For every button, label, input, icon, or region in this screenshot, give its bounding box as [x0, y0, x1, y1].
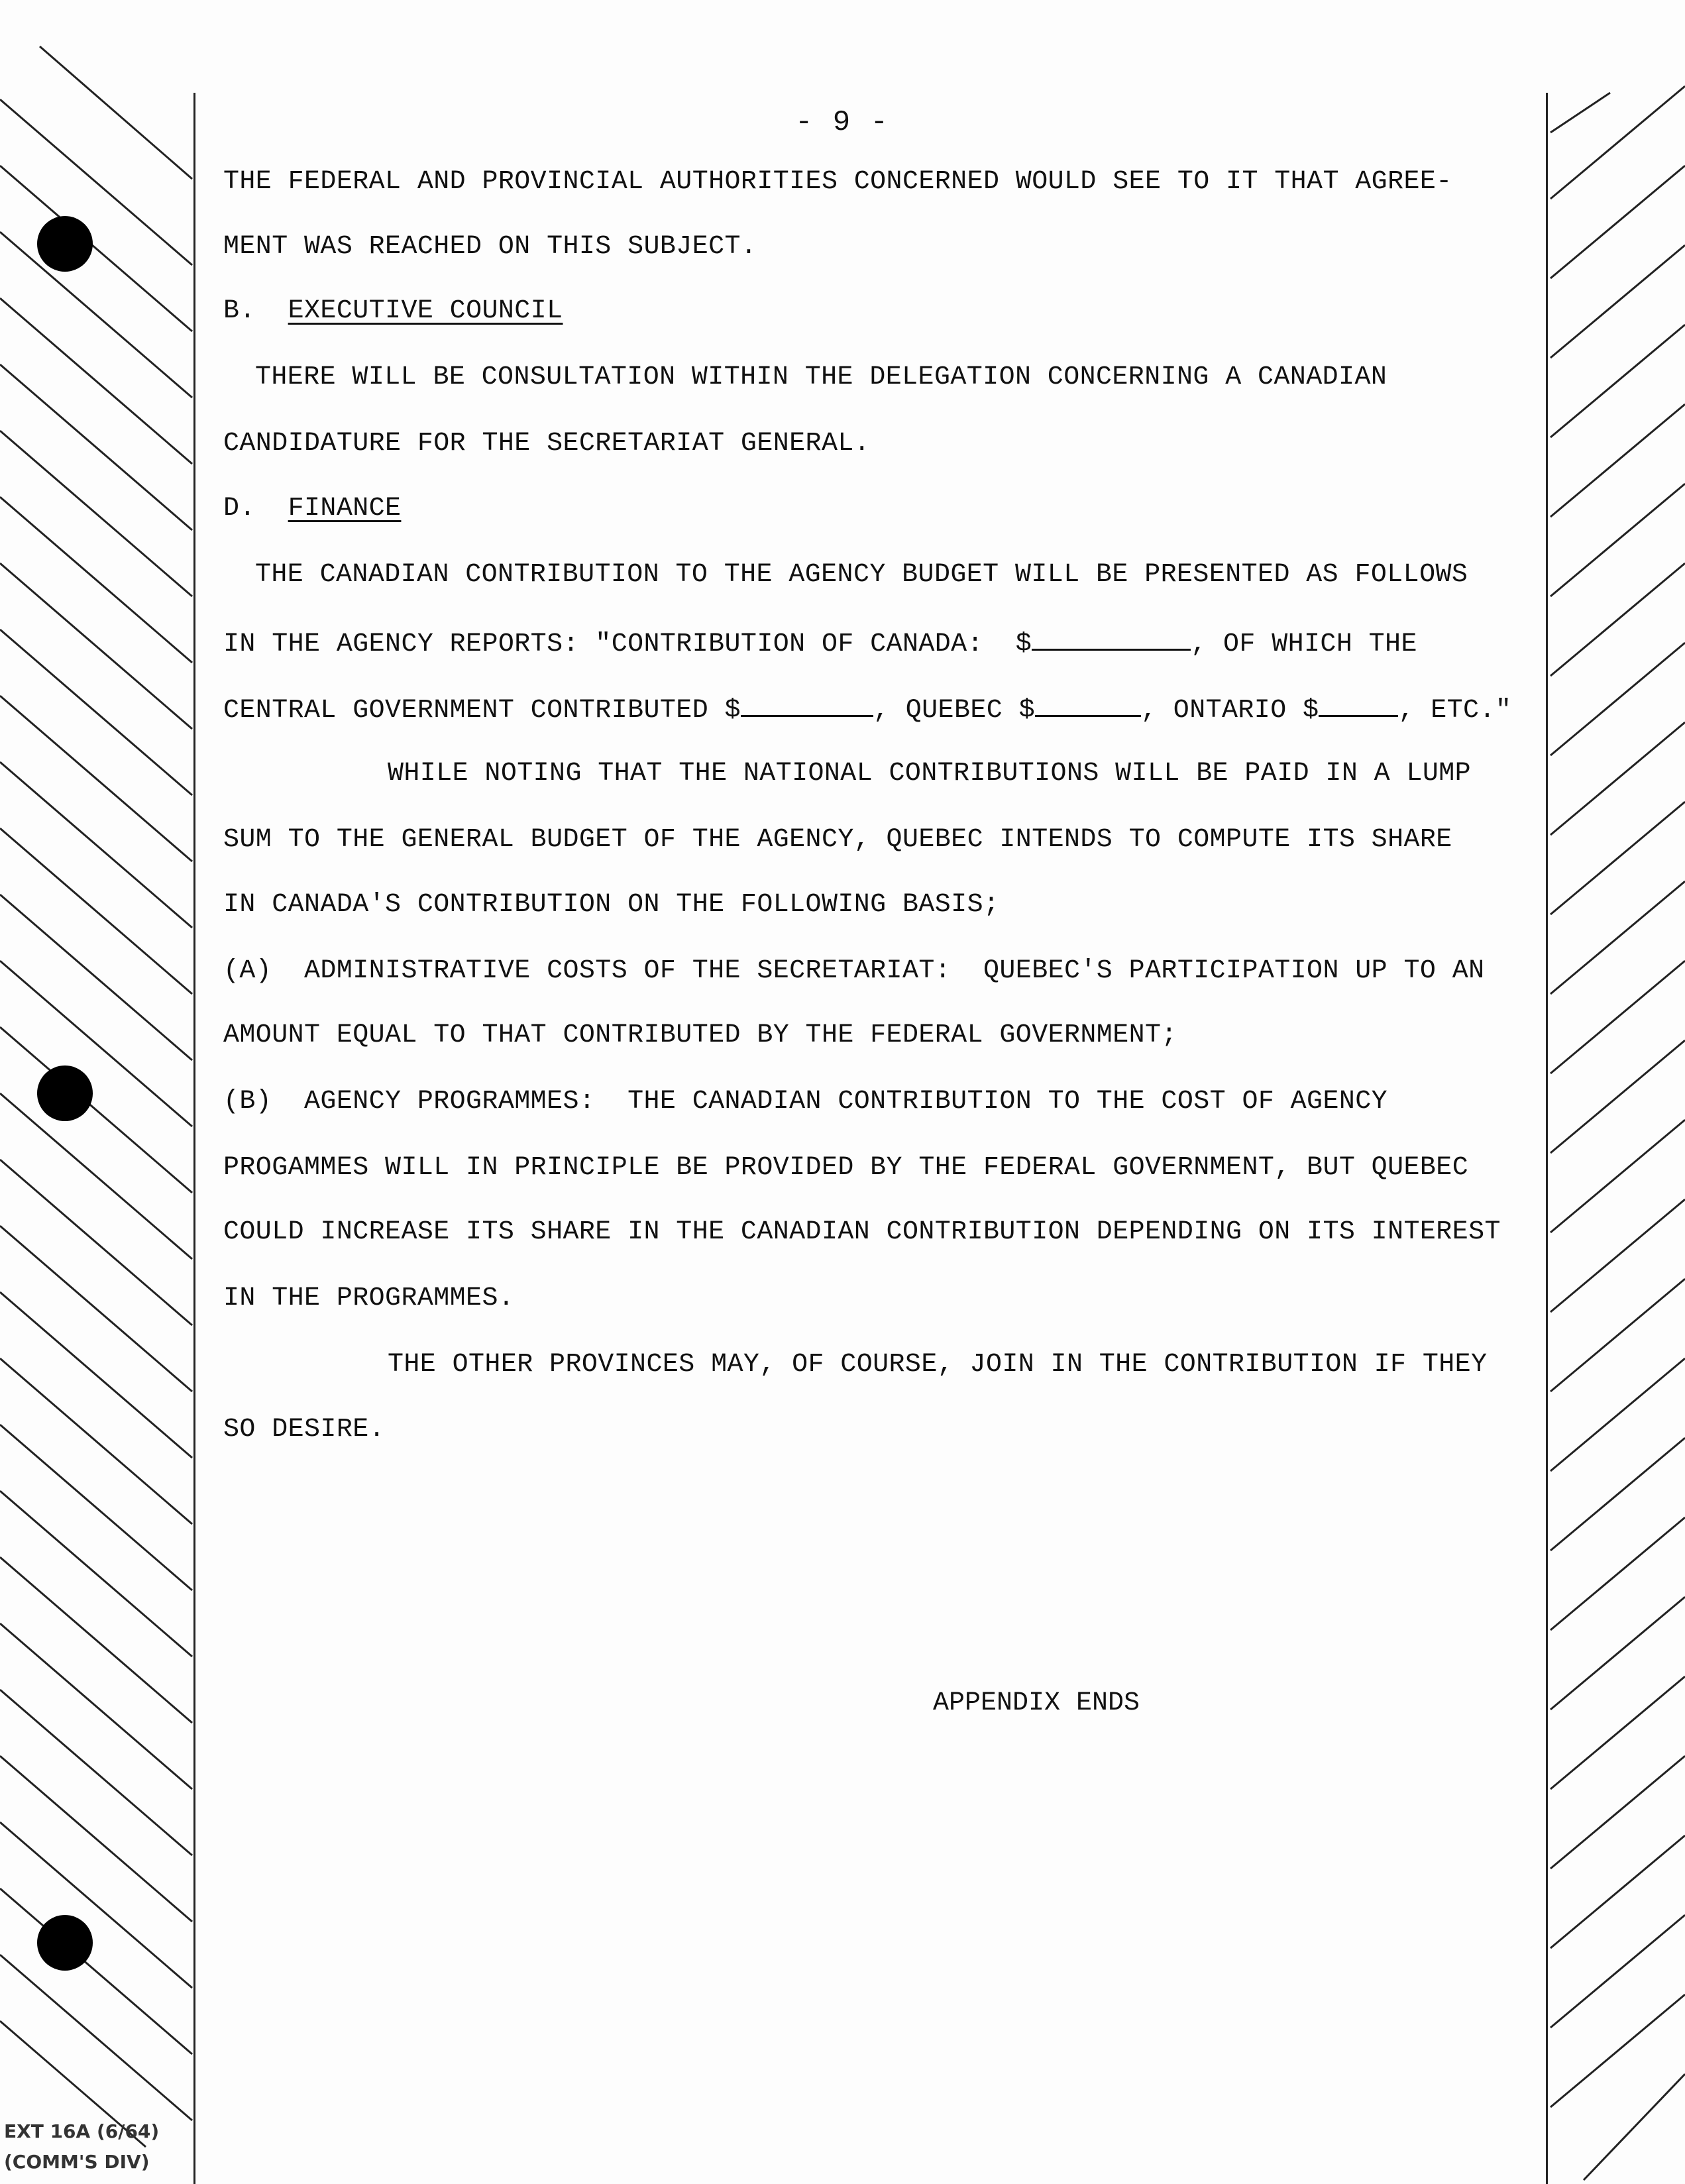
- text-segment: , OF WHICH THE: [1191, 629, 1417, 659]
- blank-amount: [1319, 692, 1398, 717]
- body-line: COULD INCREASE ITS SHARE IN THE CANADIAN CONTRIBUTION DEPENDING ON ITS INTEREST: [223, 1217, 1501, 1247]
- section-title: FINANCE: [288, 494, 402, 523]
- blank-amount: [1032, 626, 1191, 651]
- punch-hole: [37, 1065, 93, 1121]
- body-line: [223, 626, 1417, 659]
- left-margin-rule: [193, 93, 195, 2184]
- section-b-heading: [223, 296, 563, 326]
- body-line: SO DESIRE.: [223, 1415, 386, 1445]
- body-line: MENT WAS REACHED ON THIS SUBJECT.: [223, 232, 757, 262]
- body-line: [223, 692, 1511, 726]
- body-line: PROGAMMES WILL IN PRINCIPLE BE PROVIDED BY THE FEDERAL GOVERNMENT, BUT QUEBEC: [223, 1153, 1469, 1183]
- text-segment: , ONTARIO $: [1140, 696, 1319, 726]
- text-segment: CENTRAL GOVERNMENT CONTRIBUTED $: [223, 696, 741, 726]
- section-letter: B.: [223, 296, 256, 326]
- list-item-a: (A) ADMINISTRATIVE COSTS OF THE SECRETARIAT: QUEBEC'S PARTICIPATION UP TO AN: [223, 956, 1485, 986]
- section-d-heading: [223, 494, 401, 523]
- form-code-line: (COMM'S DIV): [4, 2151, 150, 2173]
- text-segment: , ETC.": [1398, 696, 1512, 726]
- body-line: IN CANADA'S CONTRIBUTION ON THE FOLLOWING BASIS;: [223, 890, 1000, 920]
- blank-amount: [741, 692, 873, 717]
- left-margin-stripes: [0, 0, 199, 2184]
- body-line: THE CANADIAN CONTRIBUTION TO THE AGENCY BUDGET WILL BE PRESENTED AS FOLLOWS: [255, 560, 1468, 590]
- text-segment: , QUEBEC $: [873, 696, 1035, 726]
- body-line: WHILE NOTING THAT THE NATIONAL CONTRIBUTIONS WILL BE PAID IN A LUMP: [388, 759, 1472, 789]
- list-item-b: (B) AGENCY PROGRAMMES: THE CANADIAN CONTRIBUTION TO THE COST OF AGENCY: [223, 1087, 1388, 1117]
- body-line: THERE WILL BE CONSULTATION WITHIN THE DELEGATION CONCERNING A CANADIAN: [255, 362, 1387, 392]
- form-code-line: EXT 16A (6/64): [4, 2120, 160, 2142]
- right-margin-rule: [1546, 93, 1548, 2184]
- section-title: EXECUTIVE COUNCIL: [288, 296, 563, 326]
- body-line: THE FEDERAL AND PROVINCIAL AUTHORITIES CONCERNED WOULD SEE TO IT THAT AGREE-: [223, 167, 1452, 197]
- page-number: - 9 -: [795, 106, 890, 139]
- body-line: THE OTHER PROVINCES MAY, OF COURSE, JOIN IN THE CONTRIBUTION IF THEY: [388, 1350, 1488, 1380]
- body-line: SUM TO THE GENERAL BUDGET OF THE AGENCY, QUEBEC INTENDS TO COMPUTE ITS SHARE: [223, 825, 1452, 855]
- body-line: IN THE PROGRAMMES.: [223, 1283, 515, 1313]
- blank-amount: [1035, 692, 1141, 717]
- body-line: CANDIDATURE FOR THE SECRETARIAT GENERAL.: [223, 429, 871, 459]
- body-line: AMOUNT EQUAL TO THAT CONTRIBUTED BY THE FEDERAL GOVERNMENT;: [223, 1020, 1177, 1050]
- appendix-end-label: APPENDIX ENDS: [933, 1688, 1140, 1718]
- right-margin-stripes: [1544, 0, 1685, 2184]
- punch-hole: [37, 216, 93, 272]
- section-letter: D.: [223, 494, 256, 523]
- punch-hole: [37, 1915, 93, 1971]
- text-segment: IN THE AGENCY REPORTS: "CONTRIBUTION OF CANADA: $: [223, 629, 1032, 659]
